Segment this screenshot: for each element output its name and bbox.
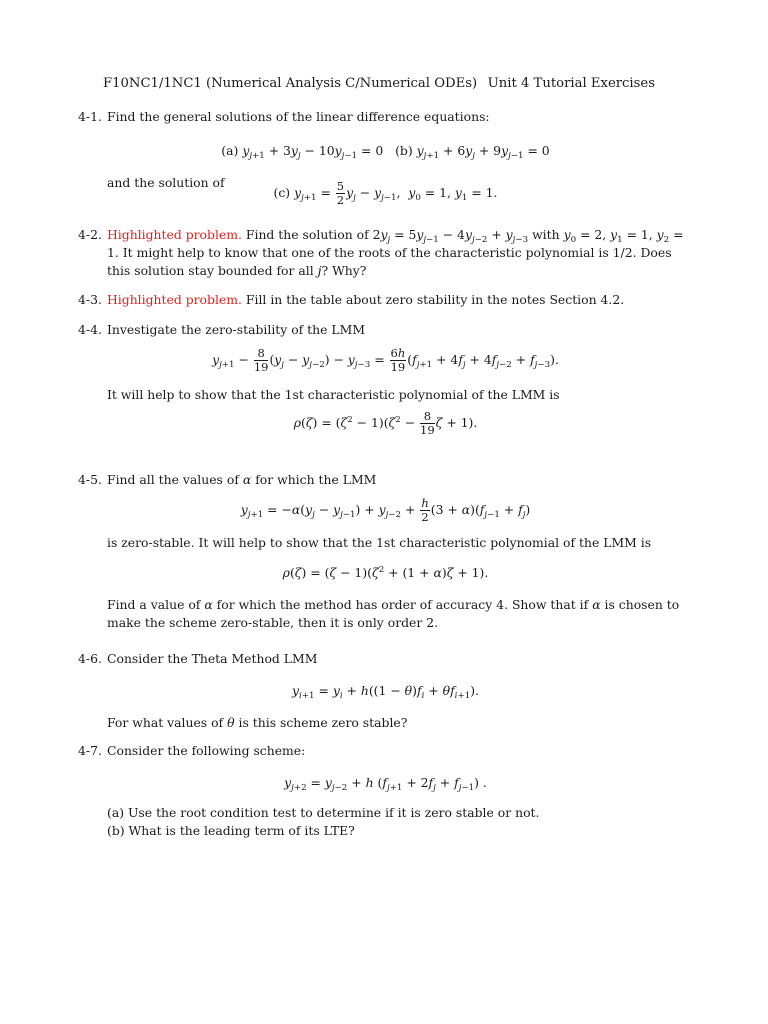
problem-4-2: 4-2. Highlighted problem. Find the solution of $2y_j = 5y_{j-1} - 4y_{j-2} + y_{j-3}$ with $y_0 = 2$, $y_1 = 1$, $y_2 = 1$. It might help to know that one of the roots of the characteristic polynomial is 1/2. Does this solution stay bounded for all j? Why? [78,227,684,278]
problem-4-5: 4-5. Find all the values of α for which the LMM $y_{j+1} = -\alpha(y_j - y_{j-1}) + y_{j-2}$ + $\frac{h}{2}$ $(3 + \alpha)(f_{j-1} + f_j)$ is zero-stable. It will help to show that the 1st characteristic polynomial of the LMM is $\rho(\zeta) = (\zeta - 1)(\zeta^2 + (1 + \alpha)\zeta + 1)$. Find a value of α for which the method has order of accuracy 4. Show that if α is chosen to make the scheme zero-stable, then it is only order 2. [78,471,688,632]
problem-text: Find the general solutions of the linear difference equations: [107,109,490,124]
char-poly: $\rho(\zeta) = (\zeta - 1)(\zeta^2 + (1 + \alpha)\zeta + 1)$. [282,565,489,580]
problem-4-3: 4-3. Highlighted problem. Fill in the table about zero stability in the notes Section 4.2. [78,292,625,307]
problem-number: 4-6. [78,651,102,666]
equation-c: (c) $y_{j+1}$ = $\frac{5}{2}$ $y_j - y_{j-1}$, $y_0 = 1$, $y_1 = 1$. [273,179,498,207]
problem-4-6: 4-6. Consider the Theta Method LMM $y_{i+1} = y_i + h((1 - \theta)f_i + \theta f_{i+1})$. For what values of θ is this scheme zero stable? [78,650,688,732]
hint-text: It will help to show that the 1st characteristic polynomial of the LMM is [107,387,560,402]
question-a: (a) Use the root condition test to determine if it is zero stable or not. [107,805,540,820]
char-poly: $\rho(\zeta) = (\zeta^2 - 1)(\zeta^2$ − $\frac{8}{19}$ ζ + 1). [293,409,478,437]
lmm-equation: $y_{j+1} = -\alpha(y_j - y_{j-1}) + y_{j-2}$ + $\frac{h}{2}$ $(3 + \alpha)(f_{j-1} + f_j)$ [240,496,531,524]
theta-equation: $y_{i+1} = y_i + h((1 - \theta)f_i + \theta f_{i+1})$. [292,683,479,702]
problem-number: 4-7. [78,743,102,758]
equations-ab: (a) $y_{j+1} + 3y_j - 10y_{j-1} = 0$ (b) $y_{j+1} + 6y_j + 9y_{j-1} = 0$ [221,143,550,162]
and-text: and the solution of [107,175,225,190]
problem-number: 4-3. [78,292,102,307]
problem-number: 4-2. [78,227,102,242]
problem-4-7 [78,742,688,840]
hint-text: is zero-stable. It will help to show that the 1st characteristic polynomial of the LMM is [107,535,652,550]
highlight-label: Highlighted problem. [107,292,242,307]
problem-number: 4-1. [78,109,102,124]
highlight-label: Highlighted problem. [107,227,242,242]
problem-text: Consider the Theta Method LMM [107,651,318,666]
problem-4-4 [78,321,688,437]
unit-title: Unit 4 Tutorial Exercises [487,76,655,91]
problem-text: Investigate the zero-stability of the LMM [107,322,366,337]
problem-number: 4-4. [78,322,102,337]
course-title: F10NC1/1NC1 (Numerical Analysis C/Numerical ODEs) [103,76,478,91]
question-b: (b) What is the leading term of its LTE? [107,823,355,838]
problem-number: 4-5. [78,472,102,487]
problem-text: Consider the following scheme: [107,743,306,758]
problem-4-1 [78,108,688,207]
lmm-equation: $y_{j+1}$ − $\frac{8}{19}$ $(y_j - y_{j-2}) - y_{j-3}$ = $\frac{6h}{19}$ $(f_{j+1} + 4f_j + 4f_{j-2} + f_{j-3})$. [212,346,559,374]
scheme-equation: $y_{j+2} = y_{j-2} + h$ $(f_{j+1} + 2f_j + f_{j-1})$ . [284,775,487,794]
